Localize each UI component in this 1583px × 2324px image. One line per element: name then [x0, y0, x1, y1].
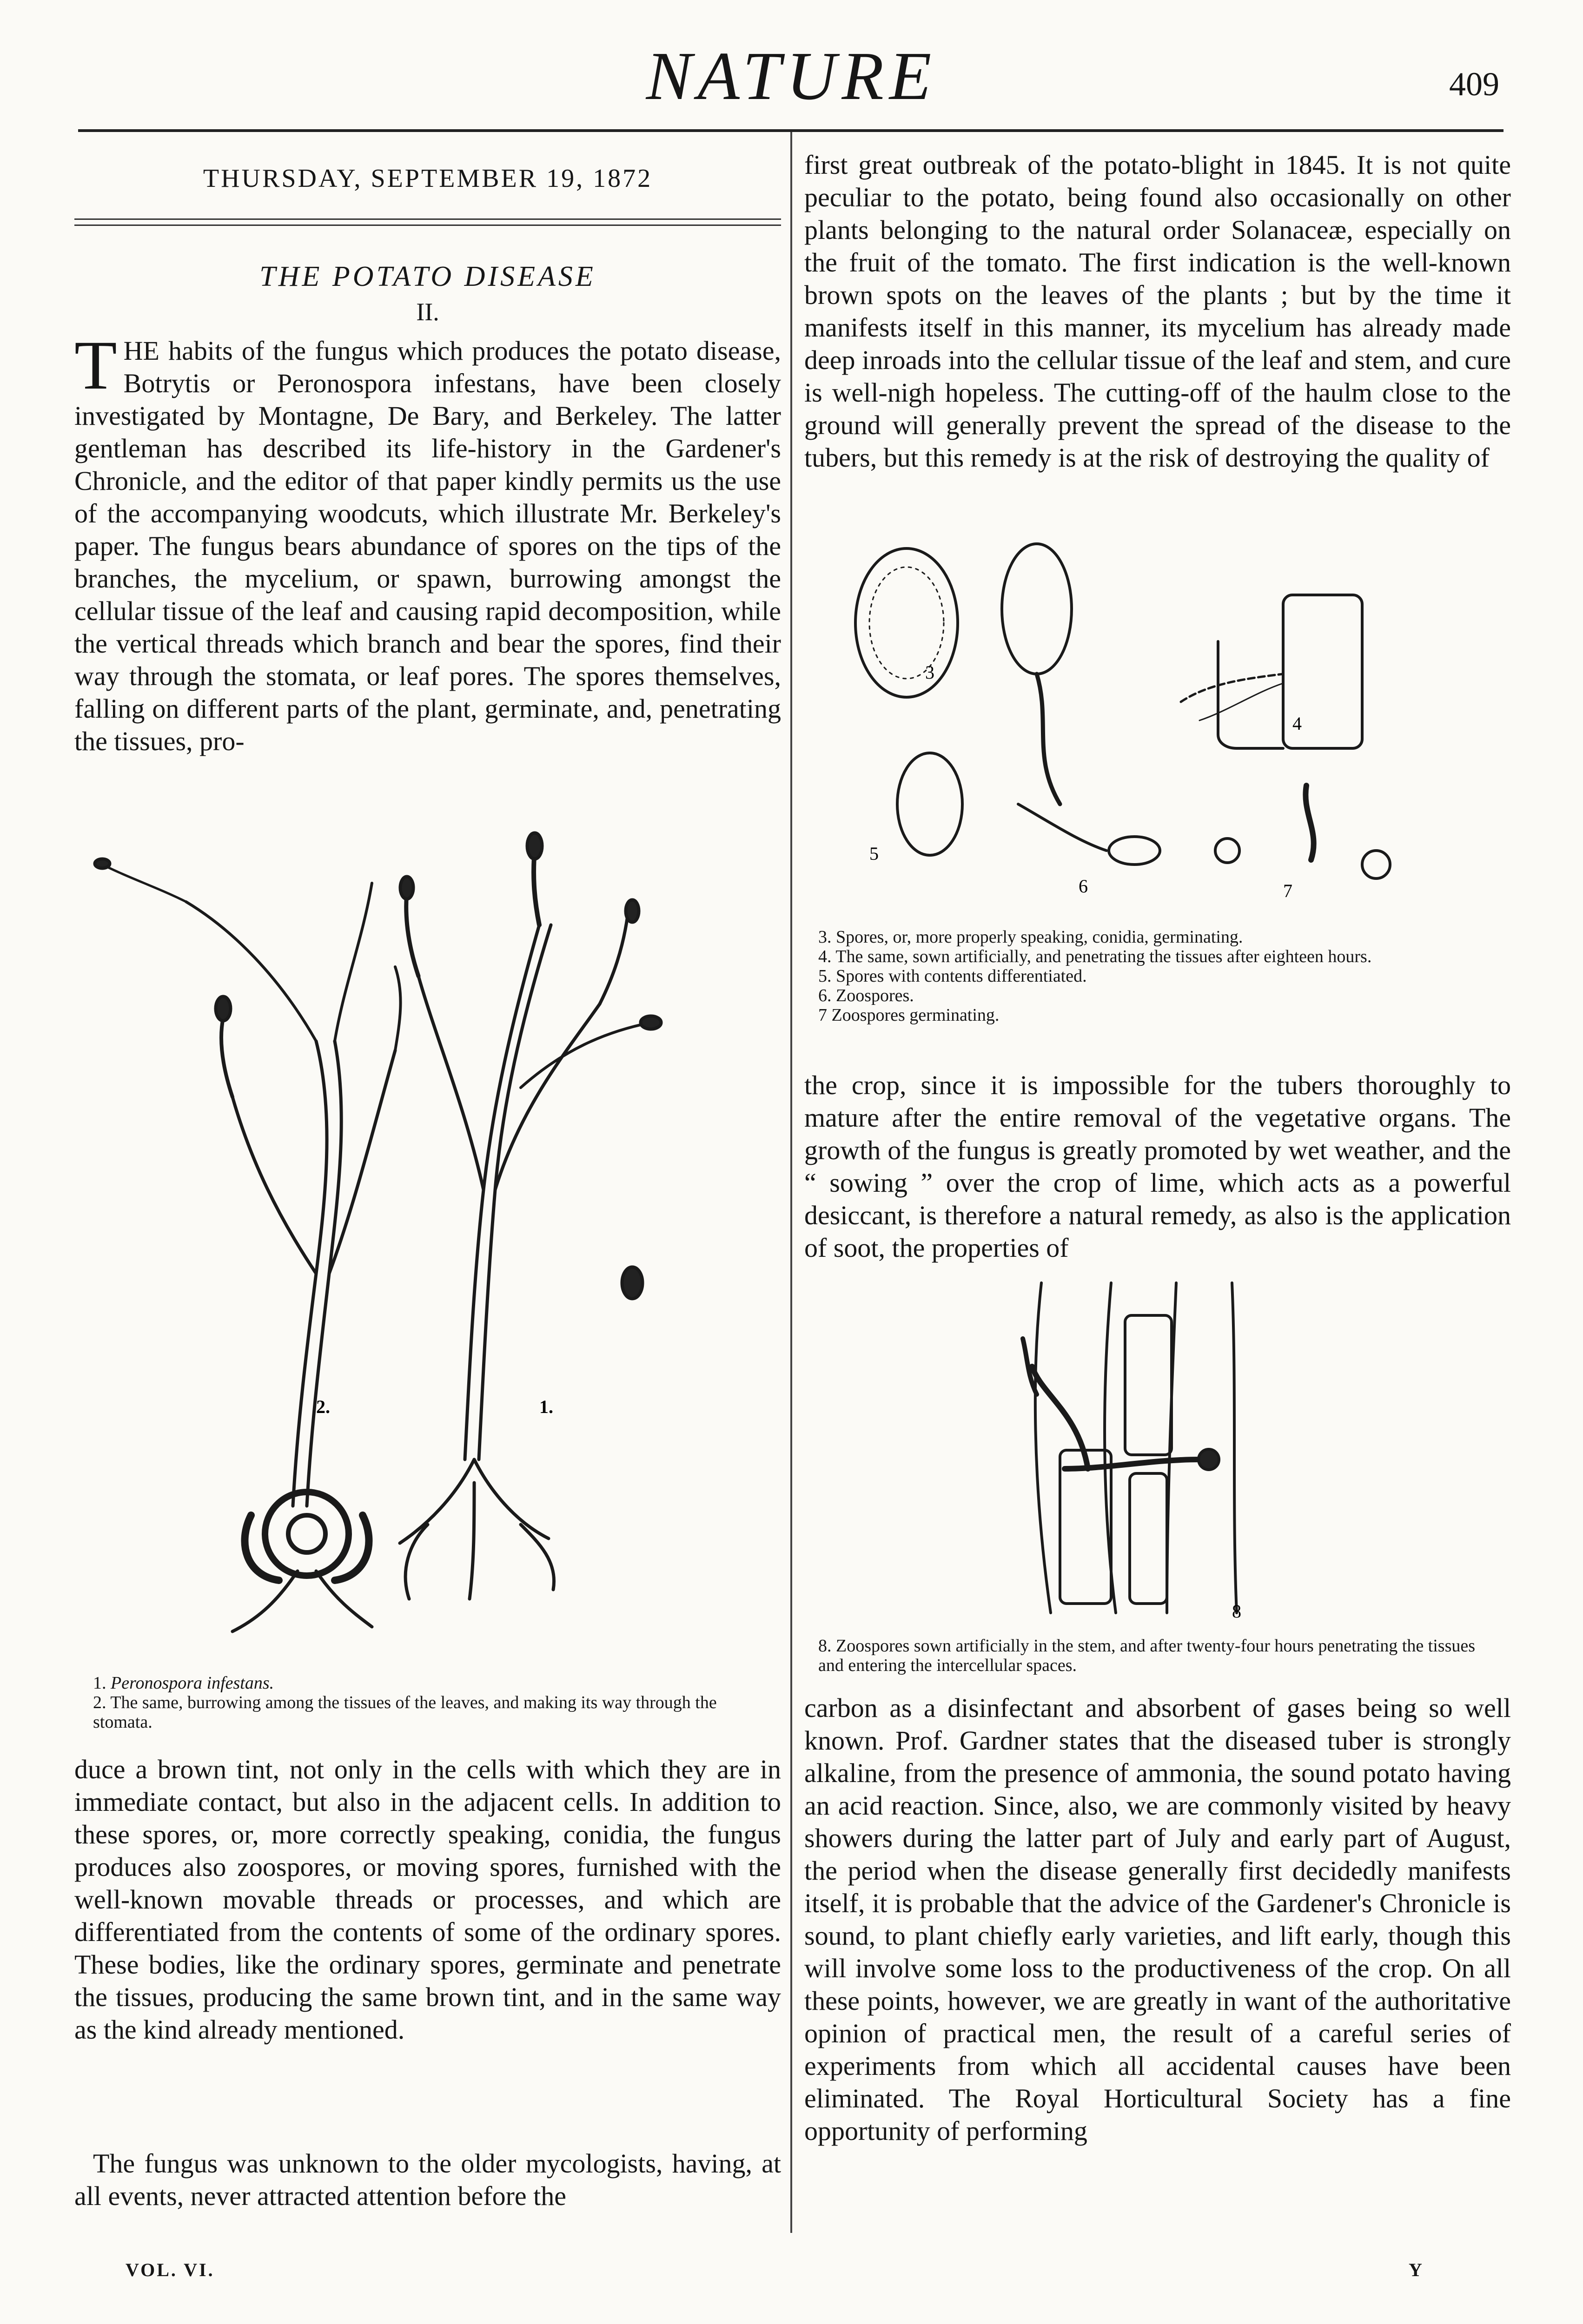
dateline-rule: [74, 218, 781, 231]
figure-label-4: 4: [1292, 713, 1302, 734]
caption-item: 4. The same, sown artificially, and penetrating the tissues after eighteen hours.: [818, 947, 1372, 966]
figure-label-7: 7: [1283, 880, 1292, 901]
caption-item: 2. The same, burrowing among the tissues of the leaves, and making its way through the stomata.: [93, 1693, 717, 1732]
paragraph-3: The fungus was unknown to the older mycologists, having, at all events, never attracted attention before the: [74, 2148, 781, 2211]
figure-label-1: 1.: [539, 1396, 553, 1417]
caption-item: 7 Zoospores germinating.: [818, 1005, 1000, 1025]
journal-title: NATURE: [646, 38, 937, 114]
figure-peronospora: [74, 809, 781, 1655]
figure-label-3: 3: [925, 662, 934, 683]
figure-label-6: 6: [1079, 876, 1088, 897]
dateline: THURSDAY, SEPTEMBER 19, 1872: [203, 164, 653, 193]
caption-right-top: [818, 927, 1497, 1025]
column-divider: [790, 132, 792, 2233]
figure-label-5: 5: [869, 843, 879, 864]
figure-label-2: 2.: [316, 1396, 330, 1417]
caption-right-bottom: 8. Zoospores sown artificially in the stem, and after twenty-four hours penetrating the tissues and entering the intercellular spaces.: [818, 1636, 1476, 1675]
figure-spores-germinating: [818, 525, 1497, 920]
paragraph-1-text: HE habits of the fungus which produces the potato disease, Botrytis or Peronospora infestans, have been closely investigated by Montagne, De Bary, and Berkeley. The latter gentleman has described its life-history in the Gardener's Chronicle, and the editor of that paper kindly permits us the use of the accompanying woodcuts, which illustrate Mr. Berkeley's paper. The fungus bears abundance of spores on the tips of the branches, the mycelium, or spawn, burrowing amongst the cellular tissue of the leaf and causing rapid decomposition, while the vertical threads which branch and bear the spores, find their way through the stomata, or leaf pores. The spores themselves, falling on different parts of the plant, germinate, and, penetrating the tissues, pro-: [74, 336, 781, 756]
page-number: 409: [1449, 66, 1499, 103]
figure-label-8: 8: [1232, 1601, 1241, 1622]
article-title: THE POTATO DISEASE: [259, 261, 596, 292]
drop-cap: T: [74, 327, 117, 404]
paragraph-1: [74, 327, 781, 758]
caption-item: 3. Spores, or, more properly speaking, conidia, germinating.: [818, 927, 1243, 947]
caption-item: 6. Zoospores.: [818, 986, 914, 1005]
paragraph-right-1: first great outbreak of the potato-blight in 1845. It is not quite peculiar to the potato, being found also occasionally on other plants belonging to the natural order Solanaceæ, especially on the fruit of the tomato. The first indication is the well-known brown spots on the leaves of the plants ; but by the time it manifests itself in this manner, its mycelium has already made deep inroads into the cellular tissue of the leaf and stem, and cure is well-nigh hopeless. The cutting-off of the haulm close to the ground will generally prevent the spread of the disease to the tubers, but this remedy is at the risk of destroying the quality of: [804, 150, 1511, 473]
caption-item: 1. Peronospora infestans.: [93, 1673, 274, 1693]
paragraph-right-3: carbon as a disinfectant and absorbent of gases being so well known. Prof. Gardner states that the diseased tuber is strongly alkaline, from the presence of ammonia, the sound potato having an acid reaction. Since, also, we are commonly visited by heavy showers during the latter part of July and early part of August, the period when the disease generally first decidedly manifests itself, it is probable that the advice of the Gardener's Chronicle is sound, to plant chiefly early varieties, and lift early, though this will involve some loss to the productiveness of the crop. On all these points, however, we are greatly in want of the authoritative opinion of practical men, the result of a careful series of experiments from which all accidental causes have been eliminated. The Royal Horticultural Society has a fine opportunity of performing: [804, 1693, 1511, 2146]
signature-mark: Y: [1409, 2259, 1424, 2280]
paragraph-right-2: the crop, since it is impossible for the tubers thoroughly to mature after the entire removal of the vegetative organs. The growth of the fungus is greatly promoted by wet weather, and the “ sowing ” over the crop of lime, which acts as a powerful desiccant, is therefore a natural remedy, as also is the application of soot, the properties of: [804, 1070, 1511, 1263]
caption-item: 5. Spores with contents differentiated.: [818, 966, 1087, 986]
paragraph-2: duce a brown tint, not only in the cells with which they are in immediate contact, but also in the adjacent cells. In addition to these spores, or, more correctly speaking, conidia, the fungus produces also zoospores, or moving spores, furnished with the well-known movable threads or processes, and which are differentiated from the contents of some of the ordinary spores. These bodies, like the ordinary spores, germinate and penetrate the tissues, producing the same brown tint, and in the same way as the kind already mentioned.: [74, 1754, 781, 2045]
caption-left: [93, 1673, 772, 1732]
article-part: II.: [416, 298, 439, 326]
figure-zoospores-in-stem: [1013, 1274, 1302, 1622]
volume-label: VOL. VI.: [126, 2259, 215, 2280]
